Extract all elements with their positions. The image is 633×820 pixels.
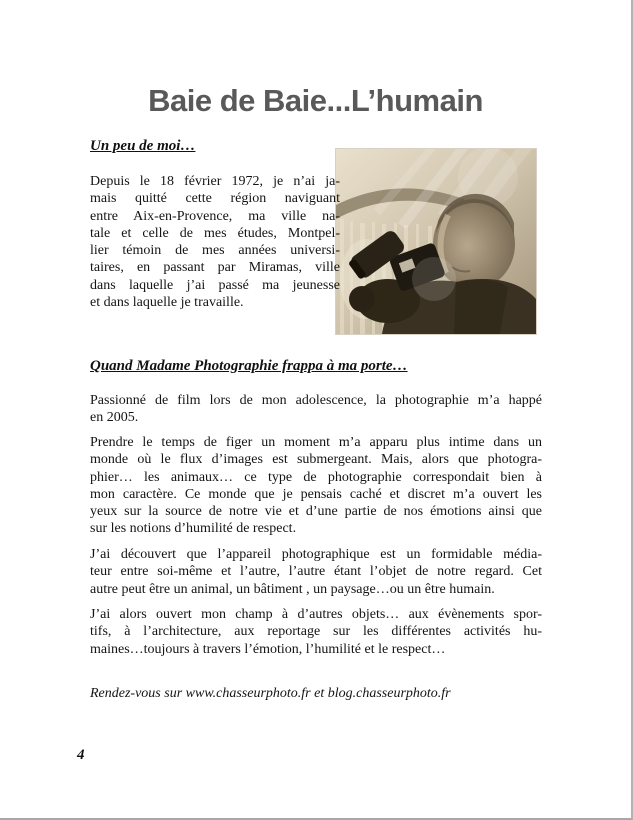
text-line: dans laquelle j’ai passé ma jeunesse — [90, 277, 340, 293]
text-line: et dans laquelle je travaille. — [90, 295, 244, 311]
text-line: en 2005. — [90, 410, 139, 426]
text-line: teur entre soi-même et l’autre, l’autre étant l’objet de notre regard. Cet — [90, 564, 542, 580]
photographer-camera-illustration — [336, 149, 536, 334]
paragraph-about-me — [90, 173, 340, 311]
text-line: monde où le flux d’images est submergeant. Mais, alors que photogra- — [90, 452, 542, 468]
text-line: Depuis le 18 février 1972, je n’ai ja- — [90, 174, 340, 189]
text-line: sur les notions d’humilité de respect. — [90, 521, 297, 537]
paragraph-autres-objets — [90, 606, 542, 658]
text-line: tale et celle de mes études, Montpel- — [90, 225, 340, 241]
paragraph-passion — [90, 392, 542, 427]
text-line: lier témoin de mes années universi- — [90, 243, 340, 259]
text-line: phier… les animaux… ce type de photographie correspondait bien à — [90, 469, 542, 485]
text-line: J’ai alors ouvert mon champ à d’autres objets… aux évènements spor- — [90, 607, 542, 622]
paragraph-mediateur — [90, 546, 542, 598]
text-line: Prendre le temps de figer un moment m’a apparu plus intime dans un — [90, 435, 542, 450]
text-line: tifs, à l’architecture, aux reportage sur les différentes activités hu- — [90, 624, 542, 640]
text-line: taires, en passant par Miramas, ville — [90, 260, 340, 276]
text-line: autre peut être un animal, un bâtiment , un paysage…ou un être humain. — [90, 581, 495, 597]
heading-about-me: Un peu de moi… — [90, 138, 196, 154]
website-note: Rendez-vous sur www.chasseurphoto.fr et blog.chasseurphoto.fr — [90, 686, 451, 701]
text-line: mais quitté cette région naviguant — [90, 191, 340, 207]
text-line: maines…toujours à travers l’émotion, l’humilité et le respect… — [90, 641, 446, 657]
text-line: entre Aix-en-Provence, ma ville na- — [90, 208, 340, 224]
heading-photography: Quand Madame Photographie frappa à ma porte… — [90, 358, 408, 374]
text-line: mon caractère. Ce monde que je pensais caché et discret m’a ouvert les — [90, 486, 542, 502]
paragraph-prendre-le-temps — [90, 434, 542, 538]
text-line: J’ai découvert que l’appareil photographique est un formidable média- — [90, 547, 542, 562]
page-title: Baie de Baie...L’humain — [148, 83, 483, 118]
text-line: yeux sur la source de notre vie et d’une partie de nos émotions ainsi que — [90, 504, 542, 520]
photo-photographer — [335, 148, 537, 335]
page-number: 4 — [77, 747, 85, 763]
text-line: Passionné de film lors de mon adolescence, la photographie m’a happé — [90, 393, 542, 408]
